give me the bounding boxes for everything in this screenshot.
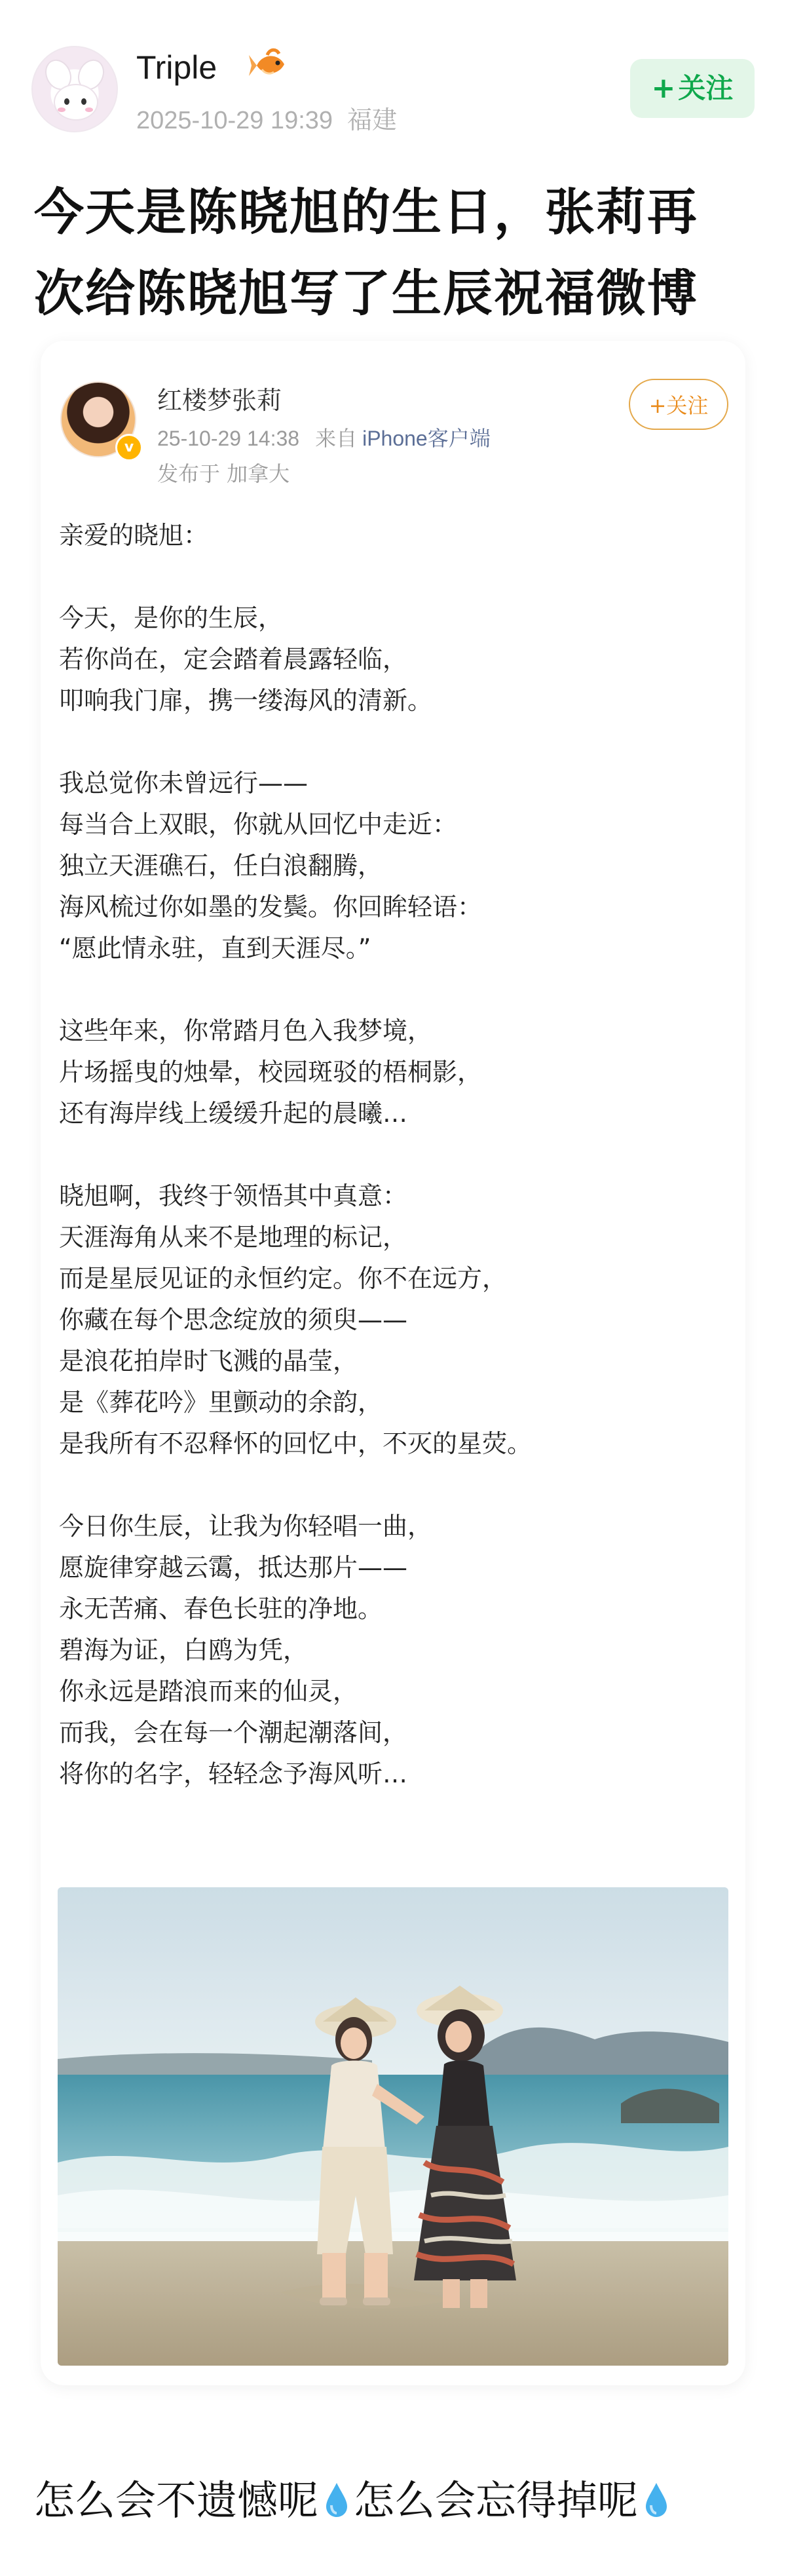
paragraph-gap <box>59 556 734 598</box>
post-caption <box>34 2468 673 2526</box>
letter-body <box>59 515 734 1795</box>
avatar-blush <box>85 107 93 112</box>
letter-line: 而是星辰见证的永恒约定。你不在远方， <box>59 1264 508 1293</box>
paragraph-gap <box>59 1465 734 1506</box>
author-avatar[interactable] <box>31 46 118 132</box>
letter-line: 海风梳过你如墨的发鬓。你回眸轻语： <box>59 893 483 921</box>
avatar-blush <box>58 107 66 112</box>
avatar-eye <box>81 98 86 105</box>
droplet-emoji-icon <box>324 2480 350 2520</box>
embedded-follow-label: 关注 <box>666 393 709 418</box>
goldfish-icon <box>248 46 293 87</box>
author-name[interactable]: Triple <box>136 49 217 86</box>
letter-line: “愿此情永驻，直到天涯尽。” <box>59 934 371 963</box>
plus-icon: + <box>648 393 667 418</box>
letter-line: 片场摇曳的烛晕，校园斑驳的梧桐影， <box>59 1058 483 1086</box>
follow-button[interactable] <box>630 59 755 118</box>
embedded-follow-button[interactable] <box>629 379 728 430</box>
letter-line: 晓旭啊，我终于领悟其中真意： <box>59 1182 408 1210</box>
letter-line: 今天，是你的生辰， <box>59 604 284 632</box>
letter-line: 这些年来，你常踏月色入我梦境， <box>59 1016 433 1045</box>
letter-line: 天涯海角从来不是地理的标记， <box>59 1223 408 1252</box>
follow-label: 关注 <box>678 72 734 104</box>
letter-line: 独立天涯礁石，任白浪翻腾， <box>59 851 383 880</box>
author-bar <box>31 41 755 132</box>
embedded-time: 25-10-29 14:38 <box>157 427 300 450</box>
letter-line: 是《葬花吟》里颤动的余韵， <box>59 1388 383 1417</box>
embedded-from-label: 来自 <box>315 427 358 450</box>
avatar-face <box>54 84 98 121</box>
paragraph-gap <box>59 1134 734 1176</box>
droplet-emoji-icon <box>643 2480 669 2520</box>
post-headline <box>34 172 755 334</box>
verified-badge-icon: v <box>115 434 143 461</box>
letter-line: 是浪花拍岸时飞溅的晶莹， <box>59 1347 358 1375</box>
letter-line: 而我，会在每一个潮起潮落间， <box>59 1718 408 1747</box>
embedded-location: 发布于 加拿大 <box>157 461 290 486</box>
letter-line: 亲爱的晓旭： <box>59 521 209 550</box>
post-meta <box>136 100 397 136</box>
letter-line: 每当合上双眼，你就从回忆中走近： <box>59 810 458 839</box>
paragraph-gap <box>59 969 734 1010</box>
beach-photo[interactable] <box>58 1887 728 2366</box>
headline-line: 次给陈晓旭写了生辰祝福微博 <box>34 264 698 322</box>
embedded-client-link[interactable]: iPhone客户端 <box>362 427 491 450</box>
avatar-eye <box>64 98 69 105</box>
caption-text: 怎么会不遗憾呢 <box>34 2476 319 2524</box>
letter-line: 今日你生辰，让我为你轻唱一曲， <box>59 1512 433 1541</box>
letter-line: 是我所有不忍释怀的回忆中，不灭的星荧。 <box>59 1429 533 1458</box>
caption-text: 怎么会忘得掉呢 <box>354 2476 639 2524</box>
letter-line: 你藏在每个思念绽放的须臾—— <box>59 1305 408 1334</box>
letter-line: 还有海岸线上缓缓升起的晨曦… <box>59 1099 408 1128</box>
letter-line: 叩响我门扉，携一缕海风的清新。 <box>59 686 433 715</box>
embedded-author-name[interactable]: 红楼梦张莉 <box>157 386 282 415</box>
embedded-header <box>58 360 728 491</box>
post-location: 福建 <box>347 107 398 134</box>
paragraph-gap <box>59 721 734 763</box>
letter-line: 若你尚在，定会踏着晨露轻临， <box>59 645 408 674</box>
embedded-meta <box>157 422 491 452</box>
letter-line: 碧海为证，白鸥为凭， <box>59 1636 309 1664</box>
letter-line: 将你的名字，轻轻念予海风听… <box>59 1759 408 1788</box>
letter-line: 我总觉你未曾远行—— <box>59 769 309 798</box>
post-timestamp: 2025-10-29 19:39 <box>136 107 333 134</box>
plus-icon: + <box>651 71 676 105</box>
letter-line: 愿旋律穿越云霭，抵达那片—— <box>59 1553 408 1582</box>
letter-line: 永无苦痛、春色长驻的净地。 <box>59 1594 383 1623</box>
letter-line: 你永远是踏浪而来的仙灵， <box>59 1677 358 1706</box>
headline-line: 今天是陈晓旭的生日，张莉再 <box>34 183 698 241</box>
